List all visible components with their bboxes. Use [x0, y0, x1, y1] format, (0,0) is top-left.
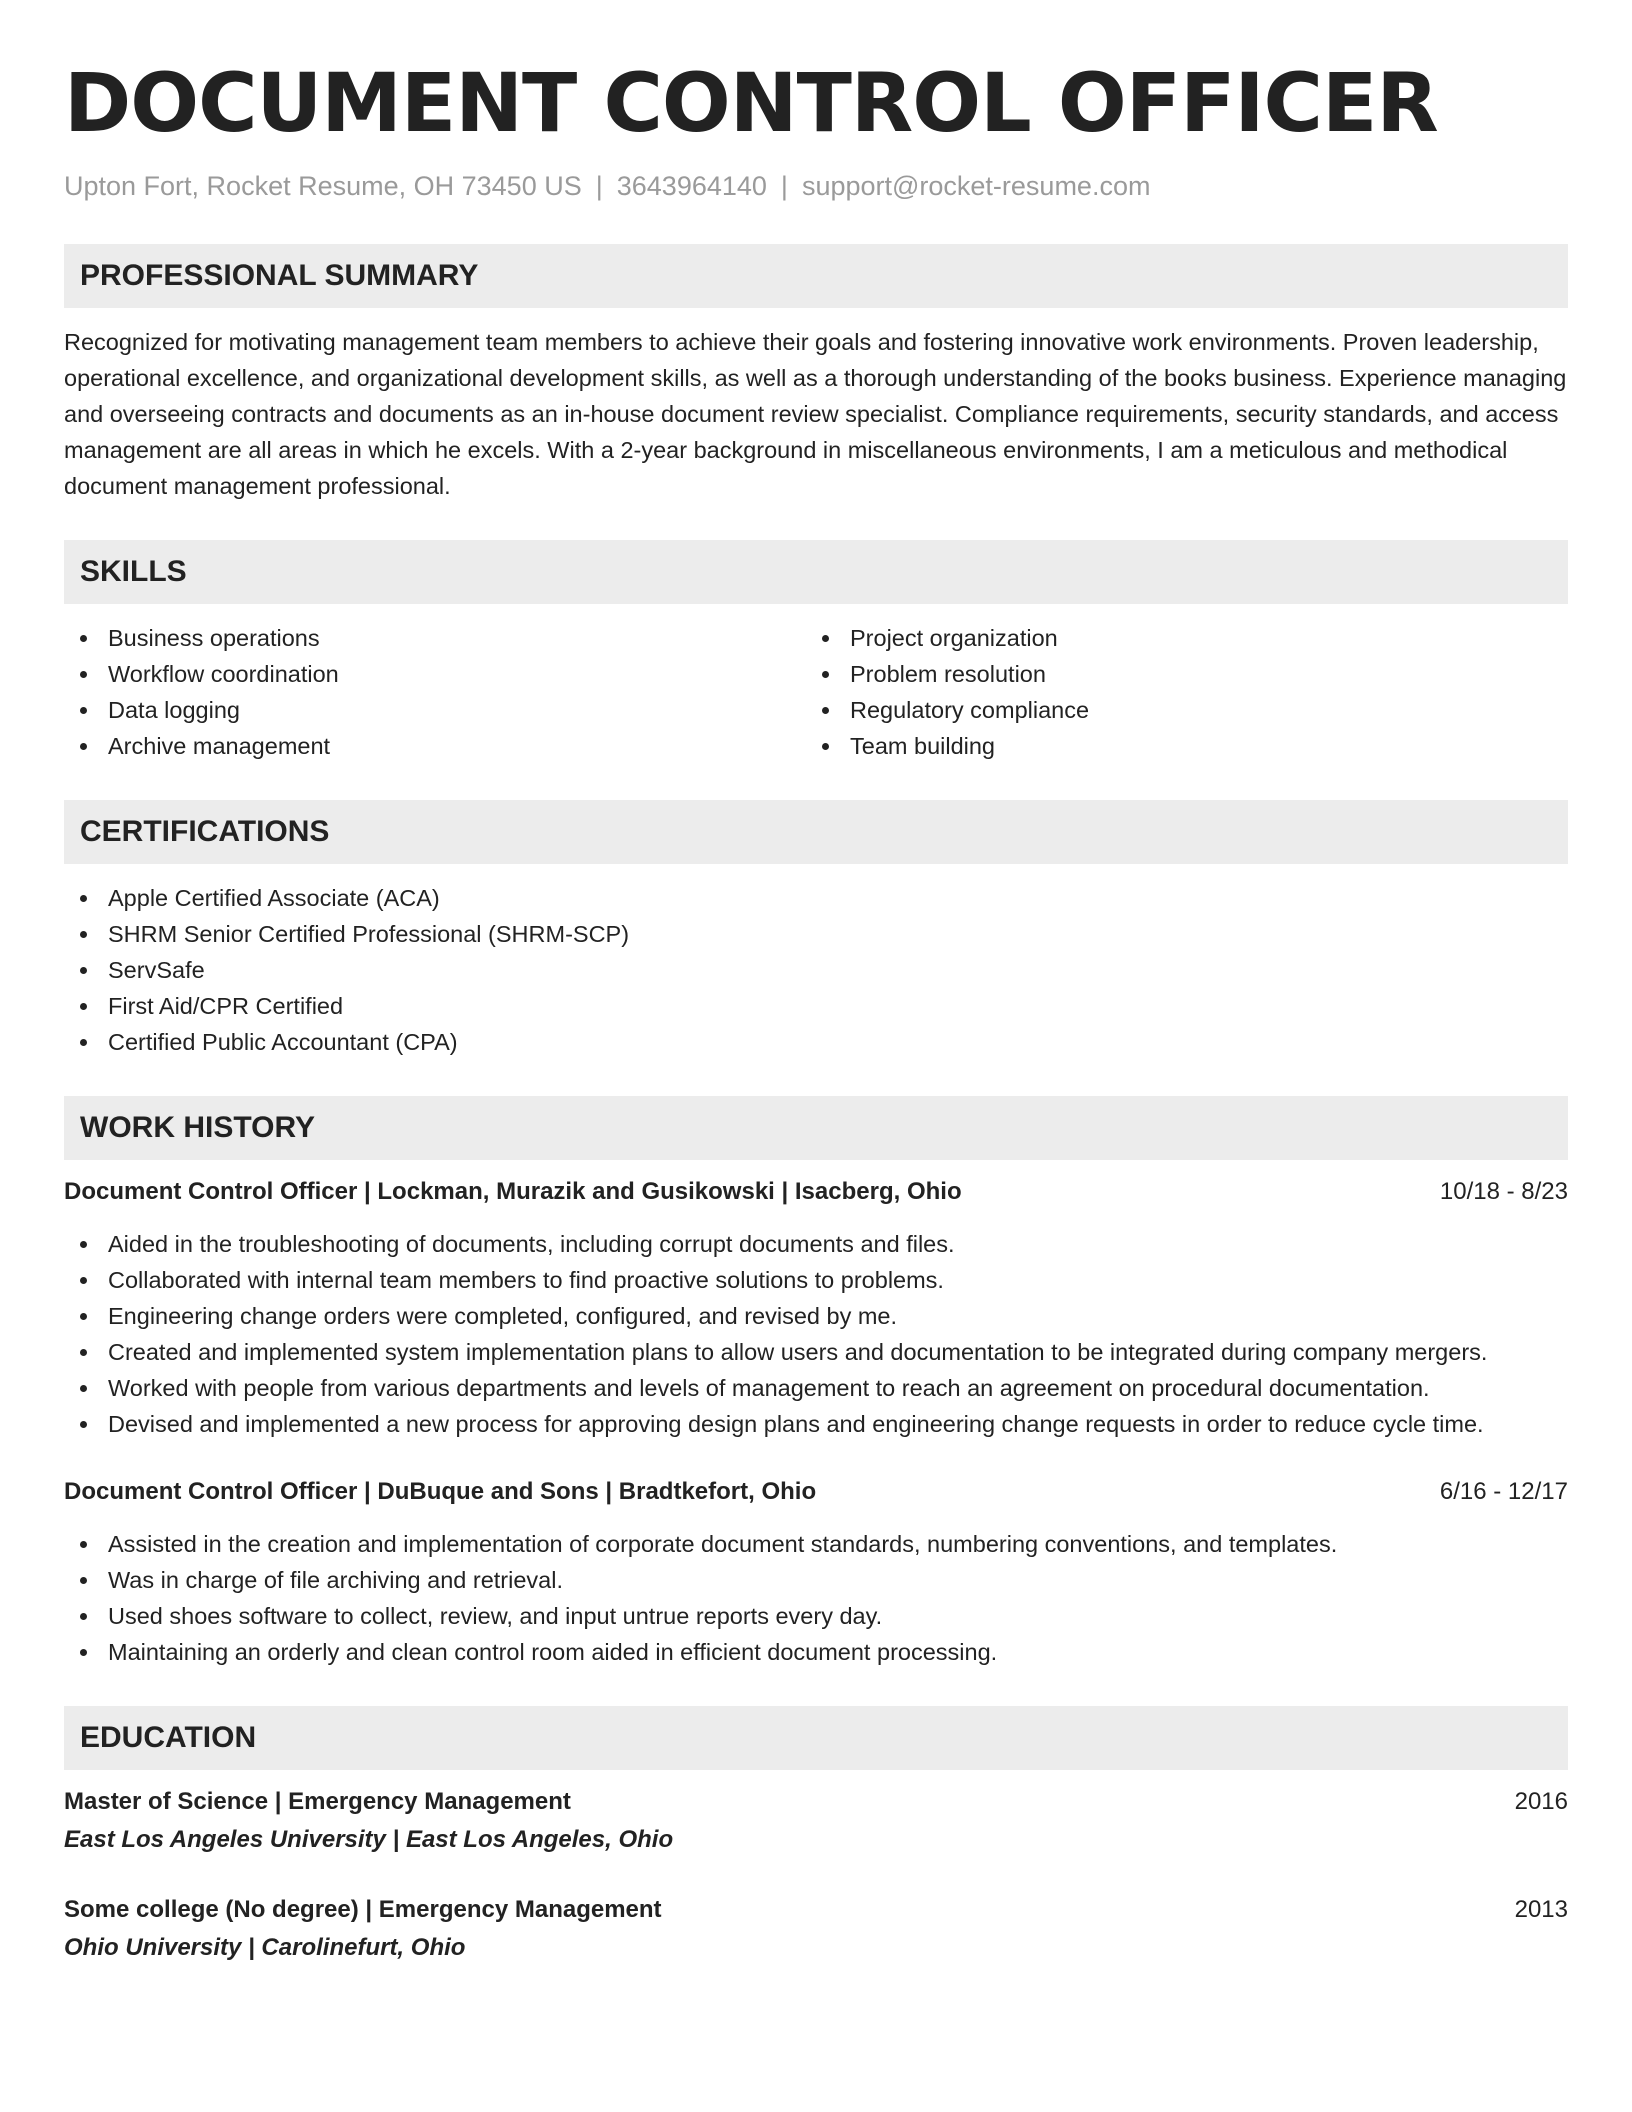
summary-text: Recognized for motivating management team members to achieve their goals and fostering innovative work environments. Proven leadership, operational excellence, and organizational development skills, as well as a thorough understanding of the books business. Experience managing and overseeing contracts and documents as an in-house document review specialist. Compliance requirements, security standards, and access management are all areas in which he excels. With a 2-year background in miscellaneous environments, I am a meticulous and methodical document management professional. [64, 329, 1567, 499]
education-school: Ohio University | Carolinefurt, Ohio [64, 1934, 466, 1961]
skills-list [64, 620, 1568, 764]
certification-item: ServSafe [64, 952, 1568, 988]
skill-item: Problem resolution [806, 656, 1548, 692]
certification-item: Certified Public Accountant (CPA) [64, 1024, 1568, 1060]
job-header [64, 1174, 1568, 1210]
job-duties [64, 1226, 1568, 1442]
job-duty-item: Used shoes software to collect, review, and input untrue reports every day. [64, 1598, 1568, 1634]
job-dates: 10/18 - 8/23 [1439, 1178, 1568, 1205]
resume-page [64, 56, 1568, 1966]
job-duties [64, 1526, 1568, 1670]
certification-item: Apple Certified Associate (ACA) [64, 880, 1568, 916]
education-entry [64, 1892, 1568, 1966]
summary-heading: PROFESSIONAL SUMMARY [64, 244, 1568, 308]
job-duty-item: Collaborated with internal team members to find proactive solutions to problems. [64, 1262, 1568, 1298]
certification-item: SHRM Senior Certified Professional (SHRM-SCP) [64, 916, 1568, 952]
job-duty-item: Assisted in the creation and implementation of corporate document standards, numbering conventions, and templates. [64, 1526, 1568, 1562]
education-degree: Master of Science | Emergency Management [64, 1788, 571, 1815]
job-duty-item: Worked with people from various departments and levels of management to reach an agreement on procedural documentation. [64, 1370, 1568, 1406]
skill-item: Regulatory compliance [806, 692, 1548, 728]
candidate-name: DOCUMENT CONTROL OFFICER [64, 57, 1438, 151]
skills-column-left [64, 620, 806, 764]
certification-item: First Aid/CPR Certified [64, 988, 1568, 1024]
job-title: Document Control Officer | Lockman, Murazik and Gusikowski | Isacberg, Ohio [64, 1178, 962, 1205]
contact-address: Upton Fort, Rocket Resume, OH 73450 US [64, 171, 582, 201]
job-entry [64, 1174, 1568, 1442]
skill-item: Workflow coordination [64, 656, 806, 692]
skills-column-right [806, 620, 1548, 764]
job-duty-item: Was in charge of file archiving and retrieval. [64, 1562, 1568, 1598]
skill-item: Archive management [64, 728, 806, 764]
skill-item: Data logging [64, 692, 806, 728]
contact-separator: | [780, 171, 788, 201]
certifications-heading: CERTIFICATIONS [64, 800, 1568, 864]
education-entry [64, 1784, 1568, 1858]
job-entry [64, 1474, 1568, 1670]
education-header [64, 1892, 1568, 1928]
skills-heading: SKILLS [64, 540, 1568, 604]
education-school: East Los Angeles University | East Los Angeles, Ohio [64, 1826, 674, 1853]
education-degree: Some college (No degree) | Emergency Management [64, 1896, 662, 1923]
education-header [64, 1784, 1568, 1820]
job-duty-item: Devised and implemented a new process for approving design plans and engineering change requests in order to reduce cycle time. [64, 1406, 1568, 1442]
job-duty-item: Aided in the troubleshooting of documents, including corrupt documents and files. [64, 1226, 1568, 1262]
education-year: 2013 [1514, 1896, 1568, 1923]
certifications-list [64, 880, 1568, 1060]
job-duty-item: Engineering change orders were completed, configured, and revised by me. [64, 1298, 1568, 1334]
contact-email[interactable]: support@rocket-resume.com [801, 171, 1151, 201]
job-dates: 6/16 - 12/17 [1439, 1478, 1568, 1505]
skill-item: Team building [806, 728, 1548, 764]
contact-separator: | [595, 171, 603, 201]
education-heading: EDUCATION [64, 1706, 1568, 1770]
job-duty-item: Created and implemented system implementation plans to allow users and documentation to be integrated during company mergers. [64, 1334, 1568, 1370]
skill-item: Project organization [806, 620, 1548, 656]
contact-phone: 3643964140 [616, 171, 767, 201]
education-year: 2016 [1514, 1788, 1568, 1815]
job-duty-item: Maintaining an orderly and clean control room aided in efficient document processing. [64, 1634, 1568, 1670]
work-history-heading: WORK HISTORY [64, 1096, 1568, 1160]
contact-line [64, 168, 1568, 204]
job-title: Document Control Officer | DuBuque and Sons | Bradtkefort, Ohio [64, 1478, 817, 1505]
job-header [64, 1474, 1568, 1510]
skill-item: Business operations [64, 620, 806, 656]
